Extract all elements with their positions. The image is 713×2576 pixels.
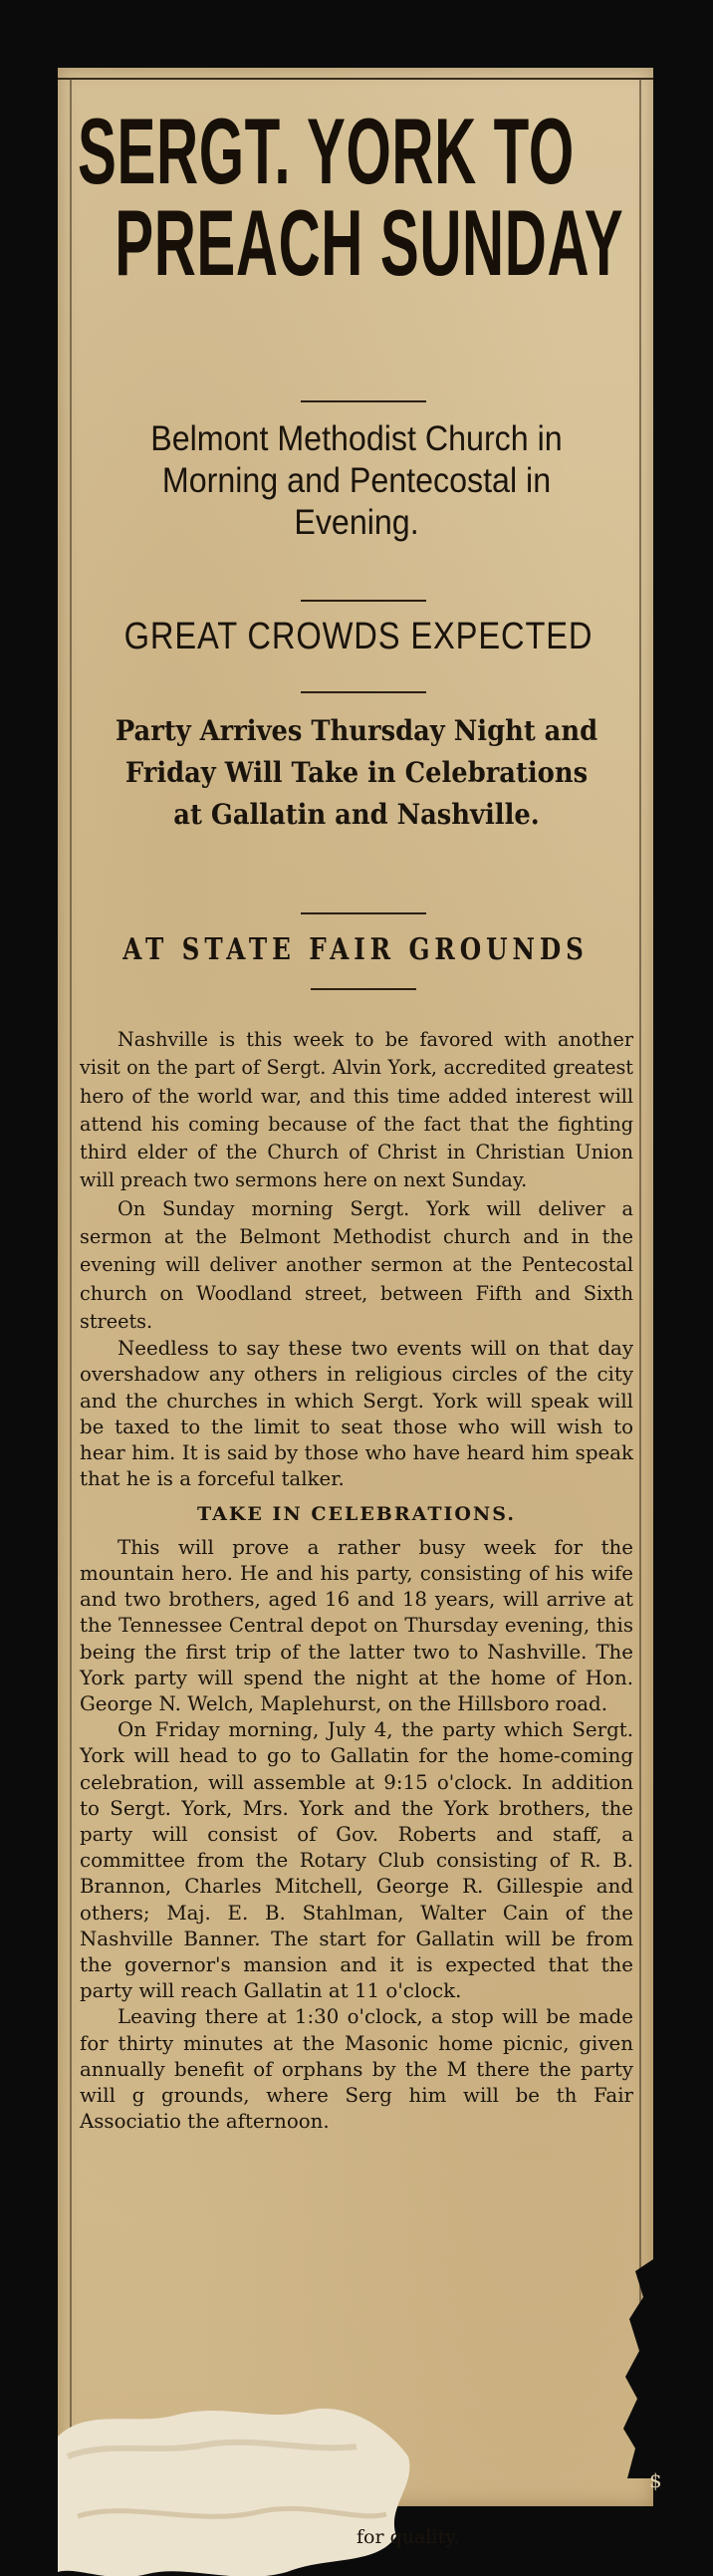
deck-crowds-expected: GREAT CROWDS EXPECTED xyxy=(123,616,594,657)
deck-party-arrives: Party Arrives Thursday Night and Friday Will Take in Celebrations at Gallatin and Nashville. xyxy=(115,714,598,831)
divider-rule xyxy=(311,988,416,990)
top-border-rule xyxy=(58,68,653,80)
divider-rule xyxy=(301,691,426,693)
subheading: TAKE IN CELEBRATIONS. xyxy=(197,1503,516,1526)
torn-edge-right xyxy=(613,2259,653,2478)
article-paragraph: Nashville is this week to be favored with another visit on the part of Sergt. Alvin York, accredited greatest hero of the world war, and this time added interest will attend his coming because of the fact that the fighting third elder of the Church of Christ in Christian Union will preach two sermons here on next Sunday. xyxy=(80,1028,633,1192)
newspaper-clipping xyxy=(58,68,653,2548)
article-paragraph: On Sunday morning Sergt. York will deliver a sermon at the Belmont Methodist church and in the evening will deliver another sermon at the Pentecostal church on Woodland street, between Fifth and Sixth streets. xyxy=(80,1196,633,1333)
article-paragraph: On Friday morning, July 4, the party which Sergt. York will head to go to Gallatin for the home-coming celebration, will assemble at 9:15 o'clock. In addition to Sergt. York, Mrs. York and the York brothers, the party will consist of Gov. Roberts and staff, a committee from the Rotary Club consisting of R. B. Brannon, Charles Mitchell, George R. Gillespie and others; Maj. E. B. Stahlman, Walter Cain of the Nashville Banner. The start for Gallatin will be from the governor's mansion and it is expected that the party will reach Gallatin at 11 o'clock. xyxy=(80,1718,633,2003)
headline xyxy=(78,99,636,295)
divider-rule xyxy=(301,400,426,402)
article-paragraph: Needless to say these two events will on that day overshadow any others in religious circles of the city and the churches in which Sergt. York will speak will be taxed to the limit to seat those who will wish to hear him. It is said by those who have heard him speak that he is a forceful talker. xyxy=(80,1337,633,1491)
left-column-rule xyxy=(70,78,72,2466)
article-paragraph: This will prove a rather busy week for the mountain hero. He and his party, consisting of his wife and two brothers, aged 16 and 18 years, will arrive at the Tennessee Central depot on Thursday evening, this being the first trip of the latter two to Nashville. The York party will spend the night at the home of Hon. George N. Welch, Maplehurst, on the Hillsboro road. xyxy=(80,1535,633,1715)
article-paragraph: Leaving there at 1:30 o'clock, a stop will be made for thirty minutes at the Masonic home picnic, given annually benefit of orphans by the M there the party will g grounds, where Serg him will be th Fair Associatio the afternoon. xyxy=(80,2005,633,2134)
torn-damage-patch xyxy=(58,2397,416,2576)
margin-mark: $ xyxy=(649,2468,662,2492)
right-column-rule xyxy=(639,78,641,2466)
deck-state-fair-grounds: AT STATE FAIR GROUNDS xyxy=(122,932,589,967)
headline-line-2: PREACH SUNDAY xyxy=(115,190,624,295)
divider-rule xyxy=(301,600,426,602)
headline-line-1: SERGT. YORK TO xyxy=(78,99,575,203)
bottom-fragment-text: for quality. xyxy=(356,2526,460,2548)
deck-church-locations: Belmont Methodist Church in Morning and Pentecostal in Evening. xyxy=(150,419,563,542)
divider-rule xyxy=(301,912,426,914)
article-body xyxy=(80,1026,633,2135)
